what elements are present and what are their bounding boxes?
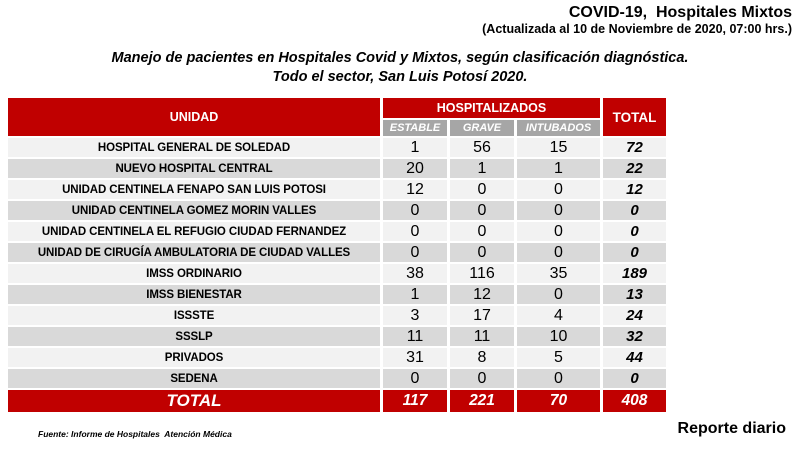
total-intubados-cell: 70 [549, 392, 568, 409]
unit-name-cell: PRIVADOS [164, 351, 224, 364]
col-header-total: TOTAL [603, 98, 666, 136]
page-title-line1: Manejo de pacientes en Hospitales Covid y Mixtos, según clasificación diagnóstica. [111, 50, 689, 66]
col-subheader-intubados: INTUBADOS [517, 120, 600, 136]
grave-cell: 0 [477, 201, 487, 219]
intubados-cell: 0 [554, 201, 563, 219]
unit-name-cell: NUEVO HOSPITAL CENTRAL [115, 162, 273, 175]
row-total-cell: 72 [626, 139, 643, 156]
report-header [482, 4, 792, 37]
intubados-cell: 0 [554, 222, 563, 240]
row-total-cell: 0 [630, 370, 639, 387]
unit-name-cell: ISSSTE [173, 309, 215, 322]
intubados-cell: 4 [554, 306, 563, 324]
total-row-label: TOTAL [166, 391, 222, 410]
col-subheader-estable: ESTABLE [383, 120, 447, 136]
grave-cell: 56 [473, 138, 491, 156]
intubados-cell: 1 [554, 159, 563, 177]
table-row [8, 285, 666, 304]
table-row [8, 222, 666, 241]
unit-name-cell: HOSPITAL GENERAL DE SOLEDAD [97, 141, 291, 154]
total-total-cell: 408 [621, 392, 648, 409]
row-total-cell: 44 [626, 349, 643, 366]
intubados-cell: 10 [549, 327, 568, 345]
unit-name-cell: UNIDAD CENTINELA EL REFUGIO CIUDAD FERNANDEZ [41, 225, 347, 238]
page-title [0, 49, 800, 87]
page-title-line2: Todo el sector, San Luis Potosí 2020. [272, 69, 528, 85]
row-total-cell: 22 [626, 160, 643, 177]
row-total-cell: 0 [630, 244, 639, 261]
grave-cell: 0 [477, 369, 487, 387]
total-estable-cell: 117 [402, 392, 428, 409]
col-subheader-grave: GRAVE [450, 120, 514, 136]
table-row [8, 369, 666, 388]
row-total-cell: 32 [626, 328, 643, 345]
source-note: Fuente: Informe de Hospitales Atención Médica [38, 429, 232, 439]
unit-name-cell: SEDENA [170, 372, 218, 385]
grave-cell: 116 [469, 264, 495, 282]
intubados-cell: 0 [554, 243, 563, 261]
intubados-cell: 0 [554, 180, 563, 198]
table-row [8, 138, 666, 157]
estable-cell: 31 [406, 348, 424, 366]
estable-cell: 12 [406, 180, 424, 198]
total-grave-cell: 221 [469, 392, 495, 409]
estable-cell: 20 [406, 159, 424, 177]
table-row [8, 348, 666, 367]
unit-name-cell: UNIDAD DE CIRUGÍA AMBULATORIA DE CIUDAD VALLES [37, 246, 351, 259]
col-header-hospitalizados: HOSPITALIZADOS [383, 98, 600, 118]
estable-cell: 0 [410, 222, 420, 240]
grave-cell: 12 [473, 285, 491, 303]
unit-name-cell: IMSS BIENESTAR [146, 288, 242, 301]
unit-name-cell: UNIDAD CENTINELA FENAPO SAN LUIS POTOSI [62, 183, 326, 196]
estable-cell: 11 [406, 327, 424, 345]
estable-cell: 1 [410, 285, 420, 303]
table-row [8, 180, 666, 199]
grave-cell: 8 [477, 348, 487, 366]
table-row [8, 327, 666, 346]
grave-cell: 1 [477, 159, 487, 177]
grave-cell: 0 [477, 180, 487, 198]
estable-cell: 3 [410, 306, 420, 324]
intubados-cell: 0 [554, 285, 563, 303]
row-total-cell: 0 [630, 202, 639, 219]
unit-name-cell: UNIDAD CENTINELA GOMEZ MORIN VALLES [71, 204, 317, 217]
table-row [8, 306, 666, 325]
estable-cell: 1 [410, 138, 420, 156]
row-total-cell: 24 [626, 307, 643, 324]
intubados-cell: 0 [554, 369, 563, 387]
intubados-cell: 5 [554, 348, 563, 366]
table-row [8, 201, 666, 220]
col-header-unidad: UNIDAD [8, 98, 380, 136]
estable-cell: 0 [410, 243, 420, 261]
estable-cell: 0 [410, 369, 420, 387]
grave-cell: 0 [477, 243, 487, 261]
row-total-cell: 13 [626, 286, 643, 303]
grave-cell: 11 [473, 327, 491, 345]
unit-name-cell: SSSLP [175, 330, 213, 343]
table-row [8, 243, 666, 262]
intubados-cell: 35 [549, 264, 568, 282]
row-total-cell: 0 [630, 223, 639, 240]
estable-cell: 0 [410, 201, 420, 219]
unit-name-cell: IMSS ORDINARIO [146, 267, 242, 280]
table-total-row [8, 390, 666, 412]
intubados-cell: 15 [549, 138, 568, 156]
table-row [8, 264, 666, 283]
table-header-row [8, 98, 666, 118]
report-title: COVID-19, Hospitales Mixtos [568, 4, 792, 21]
hospital-table [5, 96, 669, 414]
report-updated-date: (Actualizada al 10 de Noviembre de 2020, 07:00 hrs.) [482, 22, 792, 36]
estable-cell: 38 [406, 264, 424, 282]
row-total-cell: 189 [621, 265, 648, 282]
grave-cell: 0 [477, 222, 487, 240]
table-row [8, 159, 666, 178]
row-total-cell: 12 [626, 181, 643, 198]
grave-cell: 17 [473, 306, 491, 324]
report-type-label: Reporte diario [677, 420, 786, 437]
